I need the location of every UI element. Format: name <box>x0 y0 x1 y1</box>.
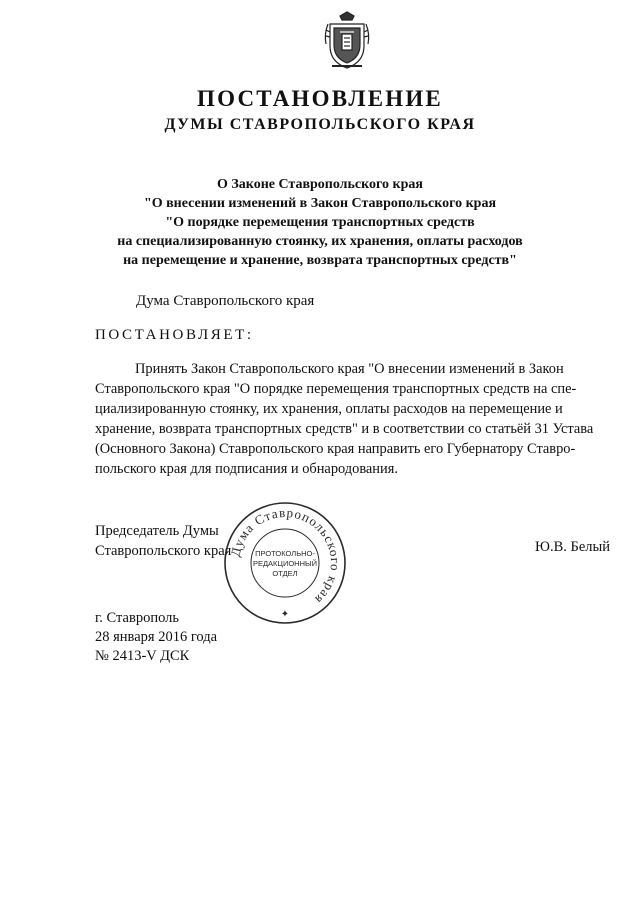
duma-line: Дума Ставропольского края <box>136 293 315 309</box>
subject-line: на специализированную стоянку, их хранения, оплаты расходов <box>117 234 523 249</box>
position-line: Ставропольского края <box>95 543 232 559</box>
stamp-inner-line: РЕДАКЦИОННЫЙ <box>252 559 318 568</box>
body-line: польского края для подписания и обнародования. <box>95 461 398 477</box>
stamp-outer-text: Дума Ставропольского края <box>227 504 344 608</box>
decree-word: ПОСТАНОВЛЯЕТ: <box>95 327 254 343</box>
document-subtitle: ДУМЫ СТАВРОПОЛЬСКОГО КРАЯ <box>164 116 476 133</box>
coat-of-arms-icon <box>322 10 372 72</box>
official-stamp <box>222 500 348 626</box>
body-line: хранение, возврата транспортных средств" и в соответствии со статьёй 31 Устава <box>95 421 594 437</box>
document-title: ПОСТАНОВЛЕНИЕ <box>197 86 443 111</box>
star-icon: ✦ <box>280 609 290 620</box>
signatory-name: Ю.В. Белый <box>535 539 610 555</box>
stamp-inner-line: ОТДЕЛ <box>272 569 298 578</box>
position-line: Председатель Думы <box>95 523 219 539</box>
document-subject <box>0 175 640 270</box>
body-line: (Основного Закона) Ставропольского края направить его Губернатору Ставро- <box>95 441 576 457</box>
subject-line: "О внесении изменений в Закон Ставропольского края <box>143 196 497 211</box>
date: 28 января 2016 года <box>95 629 218 645</box>
stamp-inner-line: ПРОТОКОЛЬНО- <box>255 549 315 558</box>
city: г. Ставрополь <box>95 610 180 626</box>
subject-line: О Законе Ставропольского края <box>217 177 423 192</box>
body-line: Принять Закон Ставропольского края "О внесении изменений в Закон <box>135 361 564 377</box>
signatory-position <box>95 521 231 561</box>
body-line: циализированную стоянку, их хранения, оплаты расходов на перемещение и <box>95 401 563 417</box>
document-footer <box>95 609 217 666</box>
body-line: Ставропольского края "О порядке перемещения транспортных средств на спе- <box>95 381 577 397</box>
subject-line: "О порядке перемещения транспортных средств <box>165 215 475 230</box>
subject-line: на перемещение и хранение, возврата транспортных средств" <box>123 253 517 268</box>
document-number: № 2413-V ДСК <box>95 648 190 664</box>
decree-body <box>95 359 612 479</box>
